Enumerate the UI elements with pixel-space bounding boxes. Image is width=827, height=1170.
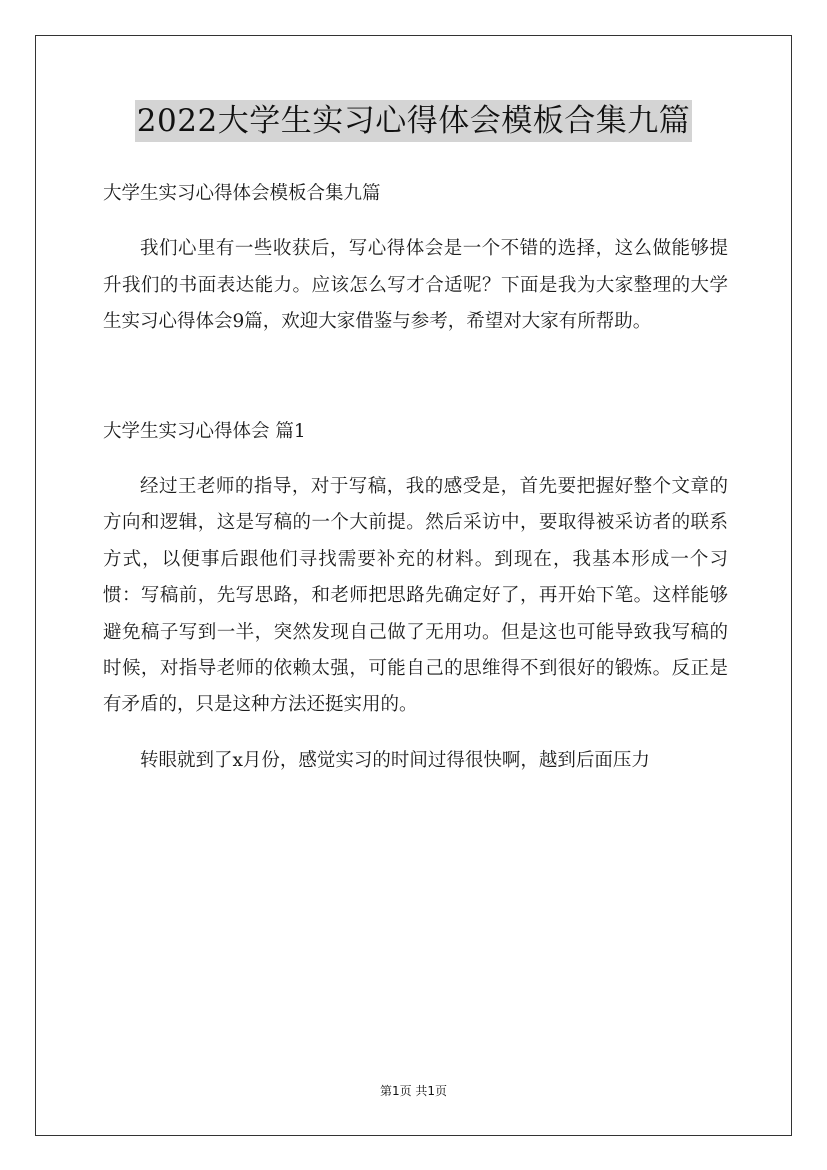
page-footer: 第1页 共1页	[379, 1084, 448, 1098]
section-spacer	[103, 360, 728, 414]
body-paragraph: 转眼就到了x月份，感觉实习的时间过得很快啊，越到后面压力	[140, 749, 650, 771]
intro-paragraph: 我们心里有一些收获后，写心得体会是一个不错的选择，这么做能够提升我们的书面表达能力。应该怎么写才合适呢？下面是我为大家整理的大学生实习心得体会9篇，欢迎大家借鉴与参考，希望对大家有所帮助。	[103, 238, 728, 333]
document-subtitle: 大学生实习心得体会模板合集九篇	[103, 183, 381, 204]
document-title: 2022大学生实习心得体会模板合集九篇	[135, 100, 692, 142]
section-heading: 大学生实习心得体会 篇1	[103, 420, 306, 442]
body-paragraph: 经过王老师的指导，对于写稿，我的感受是，首先要把握好整个文章的方向和逻辑，这是写稿的一个大前提。然后采访中，要取得被采访者的联系方式，以便事后跟他们寻找需要补充的材料。到现在，我基本形成一个习惯：写稿前，先写思路，和老师把思路先确定好了，再开始下笔。这样能够避免稿子写到一半，突然发现自己做了无用功。但是这也可能导致我写稿的时候，对指导老师的依赖太强，可能自己的思维得不到很好的锻炼。反正是有矛盾的，只是这种方法还挺实用的。	[103, 476, 728, 716]
title-container	[0, 100, 827, 142]
document-body	[103, 176, 728, 798]
